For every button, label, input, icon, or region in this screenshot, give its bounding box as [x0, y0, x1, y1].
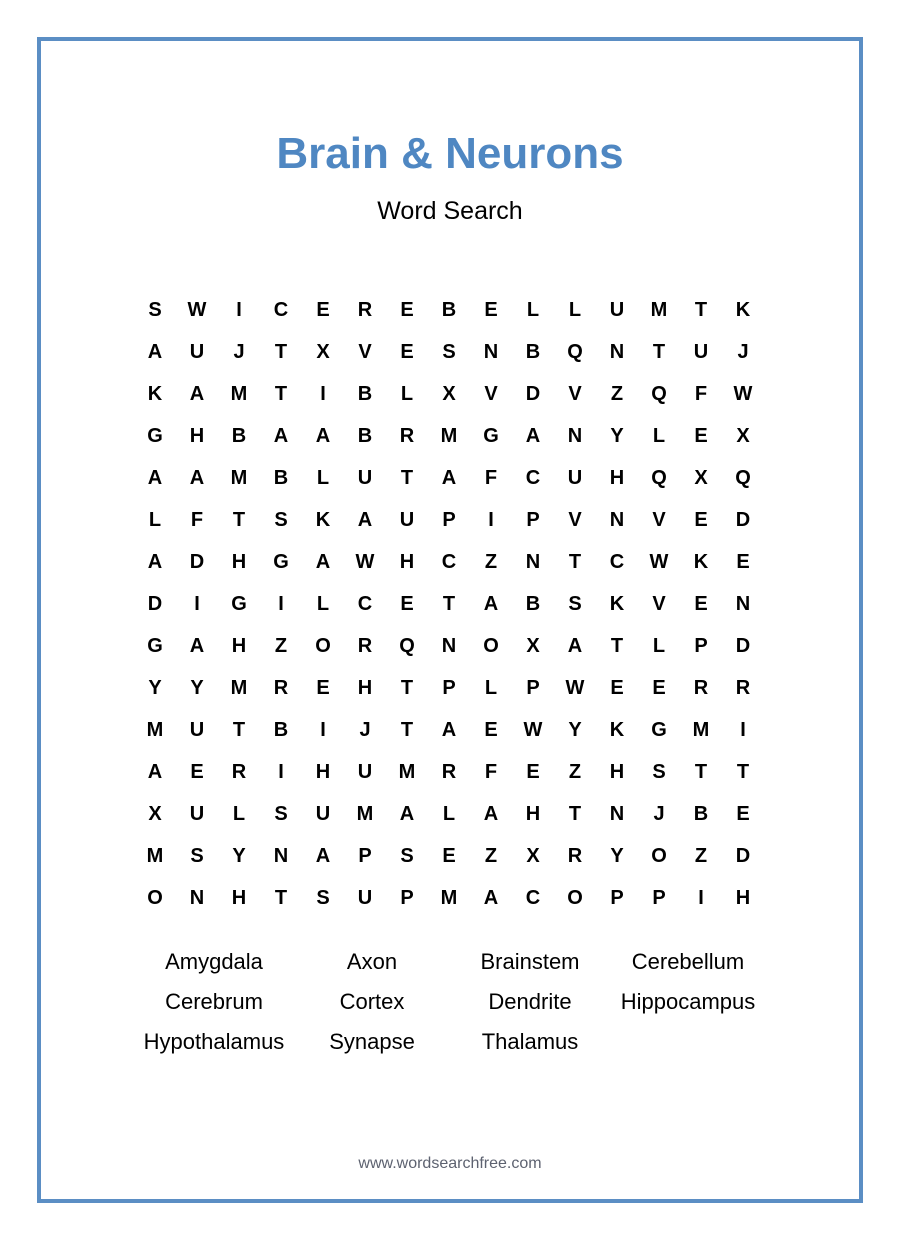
- grid-cell: T: [442, 592, 456, 615]
- footer-url: www.wordsearchfree.com: [358, 1155, 542, 1172]
- grid-cell: Z: [610, 382, 624, 405]
- grid-cell: L: [400, 382, 414, 405]
- grid-cell: E: [694, 592, 708, 615]
- grid-cell: N: [567, 424, 583, 447]
- grid-cell: H: [609, 466, 625, 489]
- grid-cell: K: [693, 550, 709, 573]
- grid-cell: X: [316, 340, 330, 363]
- grid-cell: P: [652, 886, 666, 909]
- grid-cell: N: [609, 802, 625, 825]
- grid-cell: M: [146, 718, 164, 741]
- grid-cell: T: [568, 550, 582, 573]
- grid-cell: M: [398, 760, 416, 783]
- grid-cell: X: [526, 634, 540, 657]
- grid-cell: Z: [484, 550, 498, 573]
- grid-cell: S: [274, 802, 288, 825]
- grid-cell: A: [189, 382, 205, 405]
- grid-cell: D: [189, 550, 205, 573]
- grid-cell: T: [232, 508, 246, 531]
- grid-cell: F: [694, 382, 708, 405]
- grid-cell: V: [358, 340, 372, 363]
- grid-cell: X: [148, 802, 162, 825]
- grid-cell: L: [442, 802, 456, 825]
- word-list-item: Amygdala: [165, 949, 263, 974]
- grid-cell: N: [735, 592, 751, 615]
- grid-cell: P: [358, 844, 372, 867]
- grid-cell: U: [189, 340, 205, 363]
- grid-cell: Z: [568, 760, 582, 783]
- grid-cell: P: [526, 676, 540, 699]
- grid-cell: W: [523, 718, 543, 741]
- grid-cell: R: [441, 760, 457, 783]
- word-list-item: Brainstem: [480, 949, 580, 974]
- grid-cell: D: [147, 592, 163, 615]
- grid-cell: R: [231, 760, 247, 783]
- grid-cell: E: [190, 760, 204, 783]
- word-list-item: Hypothalamus: [143, 1029, 285, 1054]
- grid-cell: K: [609, 718, 625, 741]
- grid-cell: N: [525, 550, 541, 573]
- grid-cell: H: [399, 550, 415, 573]
- grid-cell: R: [693, 676, 709, 699]
- grid-cell: L: [652, 634, 666, 657]
- grid-cell: G: [273, 550, 289, 573]
- grid-cell: L: [148, 508, 162, 531]
- grid-cell: S: [568, 592, 582, 615]
- grid-cell: U: [189, 802, 205, 825]
- grid-cell: C: [525, 466, 541, 489]
- grid-cell: C: [357, 592, 373, 615]
- grid-cell: Q: [399, 634, 415, 657]
- grid-cell: I: [194, 592, 200, 615]
- grid-cell: M: [230, 382, 248, 405]
- grid-cell: L: [316, 466, 330, 489]
- grid-cell: S: [316, 886, 330, 909]
- grid-cell: M: [146, 844, 164, 867]
- grid-cell: R: [357, 634, 373, 657]
- word-list-item: Cortex: [339, 989, 405, 1014]
- grid-cell: W: [187, 298, 207, 321]
- grid-cell: G: [651, 718, 667, 741]
- grid-cell: E: [316, 298, 330, 321]
- grid-cell: Q: [567, 340, 583, 363]
- grid-cell: A: [567, 634, 583, 657]
- grid-cell: J: [737, 340, 749, 363]
- grid-cell: N: [441, 634, 457, 657]
- grid-cell: P: [526, 508, 540, 531]
- word-list-item: Synapse: [329, 1029, 415, 1054]
- grid-cell: X: [694, 466, 708, 489]
- grid-cell: T: [274, 340, 288, 363]
- grid-cell: E: [652, 676, 666, 699]
- grid-cell: I: [236, 298, 242, 321]
- grid-cell: T: [568, 802, 582, 825]
- grid-cell: I: [488, 508, 494, 531]
- grid-cell: E: [316, 676, 330, 699]
- grid-cell: F: [484, 466, 498, 489]
- word-list-item: Dendrite: [488, 989, 572, 1014]
- grid-cell: I: [698, 886, 704, 909]
- grid-cell: A: [273, 424, 289, 447]
- grid-cell: E: [484, 718, 498, 741]
- grid-cell: Q: [651, 466, 667, 489]
- grid-cell: A: [315, 844, 331, 867]
- grid-cell: H: [231, 634, 247, 657]
- grid-cell: U: [693, 340, 709, 363]
- grid-cell: Y: [148, 676, 162, 699]
- grid-cell: I: [278, 760, 284, 783]
- grid-cell: X: [526, 844, 540, 867]
- grid-cell: T: [400, 676, 414, 699]
- grid-cell: J: [653, 802, 665, 825]
- grid-cell: S: [274, 508, 288, 531]
- grid-cell: U: [399, 508, 415, 531]
- page-subtitle: Word Search: [377, 197, 523, 225]
- grid-cell: D: [735, 508, 751, 531]
- grid-cell: S: [400, 844, 414, 867]
- grid-cell: B: [231, 424, 247, 447]
- grid-cell: L: [316, 592, 330, 615]
- grid-cell: N: [609, 340, 625, 363]
- grid-cell: B: [525, 340, 541, 363]
- grid-cell: B: [357, 424, 373, 447]
- grid-cell: L: [484, 676, 498, 699]
- grid-cell: J: [233, 340, 245, 363]
- grid-cell: T: [400, 718, 414, 741]
- grid-cell: A: [189, 466, 205, 489]
- grid-cell: R: [735, 676, 751, 699]
- grid-cell: T: [652, 340, 666, 363]
- grid-cell: A: [147, 466, 163, 489]
- grid-cell: Z: [694, 844, 708, 867]
- grid-cell: U: [609, 298, 625, 321]
- grid-cell: T: [274, 382, 288, 405]
- grid-cell: A: [147, 550, 163, 573]
- grid-cell: S: [442, 340, 456, 363]
- grid-cell: A: [357, 508, 373, 531]
- grid-cell: T: [736, 760, 750, 783]
- grid-cell: E: [400, 340, 414, 363]
- grid-cell: X: [442, 382, 456, 405]
- grid-cell: T: [694, 298, 708, 321]
- grid-cell: I: [320, 382, 326, 405]
- grid-cell: A: [189, 634, 205, 657]
- grid-cell: T: [232, 718, 246, 741]
- grid-cell: U: [189, 718, 205, 741]
- grid-cell: C: [441, 550, 457, 573]
- grid-cell: L: [526, 298, 540, 321]
- grid-cell: O: [315, 634, 331, 657]
- grid-cell: H: [231, 886, 247, 909]
- grid-cell: E: [526, 760, 540, 783]
- grid-cell: K: [315, 508, 331, 531]
- grid-cell: E: [484, 298, 498, 321]
- grid-cell: Y: [190, 676, 204, 699]
- grid-cell: G: [231, 592, 247, 615]
- grid-cell: D: [735, 844, 751, 867]
- grid-cell: M: [356, 802, 374, 825]
- grid-cell: J: [359, 718, 371, 741]
- word-list-item: Thalamus: [481, 1029, 579, 1054]
- grid-cell: W: [733, 382, 753, 405]
- grid-cell: B: [693, 802, 709, 825]
- grid-cell: Y: [610, 844, 624, 867]
- grid-cell: K: [147, 382, 163, 405]
- word-list: [135, 942, 767, 1062]
- grid-cell: T: [274, 886, 288, 909]
- grid-cell: I: [740, 718, 746, 741]
- grid-cell: D: [525, 382, 541, 405]
- grid-cell: H: [357, 676, 373, 699]
- grid-cell: G: [483, 424, 499, 447]
- grid-cell: V: [652, 508, 666, 531]
- grid-cell: O: [147, 886, 163, 909]
- grid-cell: O: [567, 886, 583, 909]
- grid-cell: G: [147, 424, 163, 447]
- grid-cell: N: [189, 886, 205, 909]
- grid-cell: E: [610, 676, 624, 699]
- word-list-item: Axon: [346, 949, 398, 974]
- grid-cell: H: [315, 760, 331, 783]
- grid-cell: R: [273, 676, 289, 699]
- grid-cell: E: [694, 508, 708, 531]
- grid-cell: G: [147, 634, 163, 657]
- grid-cell: A: [315, 550, 331, 573]
- grid-cell: S: [148, 298, 162, 321]
- grid-cell: A: [399, 802, 415, 825]
- grid-cell: N: [483, 340, 499, 363]
- letter-grid: [134, 289, 764, 919]
- grid-cell: A: [483, 802, 499, 825]
- grid-cell: B: [441, 298, 457, 321]
- grid-cell: R: [357, 298, 373, 321]
- grid-cell: N: [273, 844, 289, 867]
- grid-cell: C: [525, 886, 541, 909]
- grid-cell: E: [400, 592, 414, 615]
- page-title: Brain & Neurons: [276, 129, 624, 178]
- grid-cell: L: [652, 424, 666, 447]
- grid-cell: R: [399, 424, 415, 447]
- grid-cell: O: [483, 634, 499, 657]
- grid-cell: C: [273, 298, 289, 321]
- grid-cell: P: [400, 886, 414, 909]
- grid-cell: H: [231, 550, 247, 573]
- grid-cell: H: [735, 886, 751, 909]
- grid-cell: K: [609, 592, 625, 615]
- grid-cell: A: [147, 760, 163, 783]
- grid-cell: B: [357, 382, 373, 405]
- grid-cell: M: [440, 424, 458, 447]
- grid-cell: N: [609, 508, 625, 531]
- grid-cell: V: [568, 508, 582, 531]
- grid-cell: H: [609, 760, 625, 783]
- grid-cell: B: [273, 466, 289, 489]
- grid-cell: I: [320, 718, 326, 741]
- grid-cell: P: [442, 508, 456, 531]
- grid-cell: P: [442, 676, 456, 699]
- grid-cell: L: [232, 802, 246, 825]
- grid-cell: R: [567, 844, 583, 867]
- grid-cell: X: [736, 424, 750, 447]
- grid-cell: V: [568, 382, 582, 405]
- grid-cell: U: [357, 760, 373, 783]
- word-list-item: Cerebellum: [631, 949, 745, 974]
- grid-cell: Q: [735, 466, 751, 489]
- grid-cell: Y: [610, 424, 624, 447]
- grid-cell: C: [609, 550, 625, 573]
- grid-cell: M: [230, 466, 248, 489]
- grid-cell: D: [735, 634, 751, 657]
- grid-cell: T: [610, 634, 624, 657]
- grid-cell: M: [440, 886, 458, 909]
- grid-cell: B: [273, 718, 289, 741]
- grid-cell: E: [442, 844, 456, 867]
- grid-cell: W: [565, 676, 585, 699]
- grid-cell: A: [441, 718, 457, 741]
- grid-cell: T: [400, 466, 414, 489]
- grid-cell: B: [525, 592, 541, 615]
- grid-cell: M: [692, 718, 710, 741]
- grid-cell: F: [190, 508, 204, 531]
- grid-cell: K: [735, 298, 751, 321]
- grid-cell: U: [357, 466, 373, 489]
- grid-cell: O: [651, 844, 667, 867]
- grid-cell: A: [483, 592, 499, 615]
- grid-cell: L: [568, 298, 582, 321]
- grid-cell: S: [190, 844, 204, 867]
- grid-cell: M: [230, 676, 248, 699]
- grid-cell: U: [357, 886, 373, 909]
- grid-cell: M: [650, 298, 668, 321]
- grid-cell: Q: [651, 382, 667, 405]
- grid-cell: U: [315, 802, 331, 825]
- grid-cell: S: [652, 760, 666, 783]
- grid-cell: A: [315, 424, 331, 447]
- grid-cell: Y: [568, 718, 582, 741]
- grid-cell: Z: [274, 634, 288, 657]
- grid-cell: F: [484, 760, 498, 783]
- word-list-item: Cerebrum: [165, 989, 263, 1014]
- word-list-item: Hippocampus: [620, 989, 756, 1014]
- grid-cell: W: [649, 550, 669, 573]
- grid-cell: A: [483, 886, 499, 909]
- grid-cell: U: [567, 466, 583, 489]
- grid-cell: A: [441, 466, 457, 489]
- grid-cell: A: [147, 340, 163, 363]
- grid-cell: E: [694, 424, 708, 447]
- grid-cell: P: [610, 886, 624, 909]
- grid-cell: I: [278, 592, 284, 615]
- grid-cell: Y: [232, 844, 246, 867]
- grid-cell: Z: [484, 844, 498, 867]
- grid-cell: A: [525, 424, 541, 447]
- grid-cell: H: [189, 424, 205, 447]
- grid-cell: T: [694, 760, 708, 783]
- grid-cell: P: [694, 634, 708, 657]
- grid-cell: W: [355, 550, 375, 573]
- grid-cell: H: [525, 802, 541, 825]
- grid-cell: E: [400, 298, 414, 321]
- grid-cell: E: [736, 802, 750, 825]
- grid-cell: V: [484, 382, 498, 405]
- grid-cell: V: [652, 592, 666, 615]
- grid-cell: E: [736, 550, 750, 573]
